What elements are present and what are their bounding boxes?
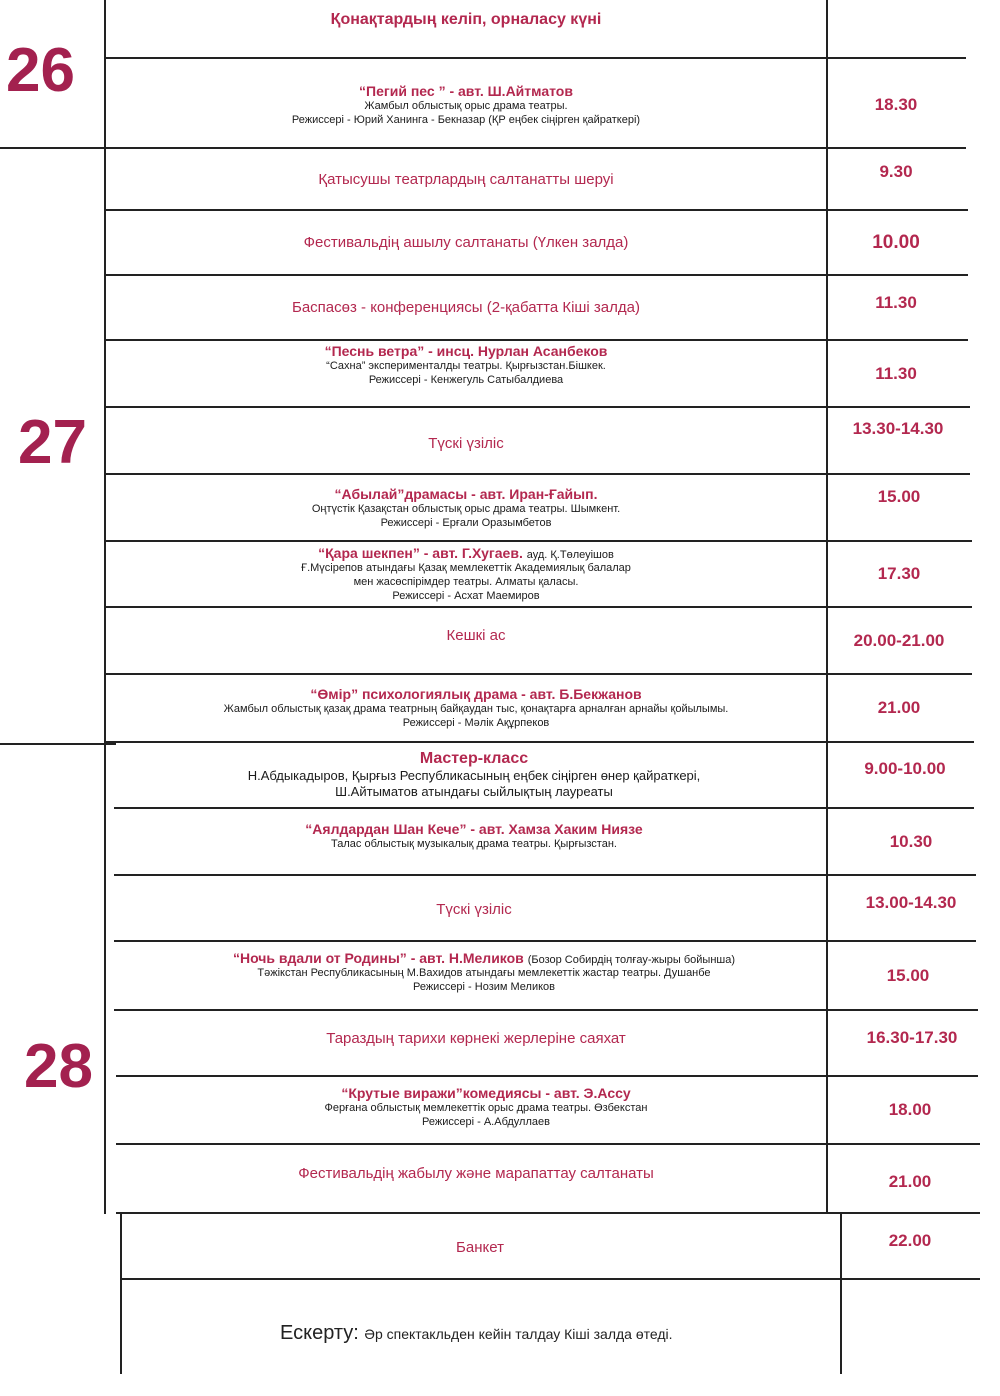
- schedule-row: [106, 149, 966, 209]
- schedule-row: [116, 1077, 980, 1143]
- event-time: 9.00-10.00: [864, 759, 946, 778]
- event-title: Баспасөз - конференциясы (2-қабатта Кіші залда): [292, 299, 640, 316]
- event-time: 18.00: [888, 1100, 932, 1119]
- schedule-row: [106, 408, 970, 473]
- schedule-row: [116, 1011, 978, 1075]
- event-detail: Режиссері - Асхат Маемиров: [392, 590, 540, 602]
- schedule-row: [116, 1145, 980, 1212]
- event-detail: Жамбыл облыстық орыс драма театры.: [364, 100, 568, 112]
- event-time: 15.00: [877, 486, 921, 506]
- event-detail: Ғ.Мүсірепов атындағы Қазақ мемлекеттік Академиялық балалар: [301, 562, 631, 574]
- schedule-row: [106, 475, 972, 540]
- footnote-label: Ескерту:: [280, 1322, 359, 1344]
- event-detail: Режиссері - Ерғали Оразымбетов: [380, 516, 552, 529]
- day-number: 26: [6, 36, 75, 105]
- event-detail: Ферғана облыстық мемлекеттік орыс драма театры. Өзбекстан: [324, 1102, 648, 1114]
- event-title-main: “Қара шекпен” - авт. Г.Хугаев.: [318, 545, 523, 561]
- event-title: Мастер-класс: [419, 750, 529, 767]
- day-separator: [0, 147, 106, 149]
- event-detail: Талас облыстық музыкалық драма театры. Қырғызстан.: [331, 838, 617, 850]
- event-time: 11.30: [875, 292, 917, 312]
- event-title: [233, 950, 735, 966]
- event-title-suffix: (Бозор Собирдің толғау-жыры бойынша): [527, 954, 736, 966]
- schedule-row: [106, 0, 966, 40]
- event-title: “Өмір” психологиялық драма - авт. Б.Бекжанов: [310, 686, 642, 702]
- event-time: 15.00: [886, 965, 930, 985]
- schedule-row: [114, 809, 976, 874]
- schedule-row: [106, 74, 966, 136]
- event-title: Кешкі ас: [446, 627, 506, 644]
- event-time: 21.00: [877, 698, 921, 717]
- event-title-main: “Ночь вдали от Родины” - авт. Н.Меликов: [232, 950, 524, 966]
- footnote-text: Әр спектакльден кейін талдау Кіші залда өтеді.: [364, 1326, 673, 1342]
- event-detail: Режиссері - Кенжегуль Сатыбалдиева: [368, 374, 564, 386]
- event-time: 13.00-14.30: [865, 893, 957, 912]
- event-time: 22.00: [888, 1231, 932, 1250]
- schedule-row: [120, 1214, 980, 1278]
- day-separator: [0, 743, 116, 745]
- event-title: Түскі үзіліс: [436, 900, 512, 918]
- event-title: Қатысушы театрлардың салтанатты шеруі: [318, 170, 614, 188]
- event-title: “Песнь ветра” - инсц. Нурлан Асанбеков: [324, 343, 608, 359]
- schedule-row: [114, 942, 978, 1009]
- event-time: 13.30-14.30: [852, 418, 944, 438]
- event-detail: Режиссері - Нозим Меликов: [412, 981, 556, 993]
- event-detail: Режиссері - Мәлік Ақұрпеков: [402, 717, 550, 729]
- event-time: 10.00: [872, 231, 920, 253]
- day-number: 27: [18, 408, 87, 477]
- event-detail: Н.Абдыкадыров, Қырғыз Республикасының еңбек сіңірген өнер қайраткері,: [247, 768, 701, 783]
- event-detail: Режиссері - А.Абдуллаев: [422, 1116, 550, 1128]
- event-time: 21.00: [888, 1171, 932, 1191]
- event-title: “Аялдардан Шан Кече” - авт. Хамза Хаким Ниязе: [305, 821, 643, 837]
- schedule-row: [106, 542, 972, 606]
- event-title: Қонақтардың келіп, орналасу күні: [330, 11, 602, 28]
- schedule-row: [106, 608, 972, 673]
- event-title-suffix: ауд. Қ.Төлеуішов: [526, 549, 614, 561]
- event-time: 11.30: [875, 363, 917, 383]
- footnote: [280, 1322, 673, 1345]
- event-title: Фестивальдің жабылу және марапаттау салтанаты: [298, 1165, 654, 1182]
- schedule-row: [106, 276, 966, 339]
- event-title: Түскі үзіліс: [428, 435, 504, 452]
- row-separator: [120, 1278, 980, 1280]
- event-time: 16.30-17.30: [866, 1028, 958, 1047]
- event-title: Тараздың тарихи көрнекі жерлеріне саяхат: [326, 1029, 626, 1047]
- event-detail: Режиссері - Юрий Ханинга - Бекназар (ҚР еңбек сіңірген қайраткері): [291, 114, 641, 126]
- event-time: 9.30: [879, 162, 913, 181]
- event-detail: Оңтүстік Қазақстан облыстық орыс драма театры. Шымкент.: [311, 502, 621, 515]
- event-time: 18.30: [874, 95, 918, 114]
- event-detail: Жамбыл облыстық қазақ драма театрның байқаудан тыс, қонақтарға арналған арнайы қойылымы.: [223, 703, 729, 715]
- schedule-row: [106, 675, 972, 741]
- schedule-row: [106, 211, 966, 274]
- event-time: 10.30: [889, 831, 933, 851]
- event-detail: Тәжікстан Республикасының М.Вахидов атындағы мемлекеттік жастар театры. Душанбе: [257, 967, 711, 979]
- event-title: “Крутые виражи”комедиясы - авт. Э.Ассу: [341, 1085, 631, 1101]
- event-title: [318, 545, 614, 561]
- event-time: 17.30: [877, 564, 921, 583]
- schedule-row: [114, 876, 976, 940]
- event-detail: мен жасөспірімдер театры. Алматы қаласы.: [353, 576, 579, 588]
- event-title: “Абылай”драмасы - авт. Иран-Ғайып.: [334, 485, 598, 502]
- day-number: 28: [24, 1032, 93, 1101]
- event-detail: “Сахна” эксперименталды театры. Қырғызстан.Бішкек.: [326, 360, 606, 372]
- event-title: Фестивальдің ашылу салтанаты (Үлкен залда): [303, 234, 629, 251]
- schedule-row: [106, 341, 966, 406]
- event-title: Банкет: [456, 1238, 504, 1256]
- schedule-row: [114, 743, 974, 807]
- row-separator: [104, 57, 966, 59]
- event-title: “Пегий пес ” - авт. Ш.Айтматов: [359, 83, 573, 99]
- event-time: 20.00-21.00: [853, 630, 945, 650]
- event-detail: Ш.Айтыматов атындағы сыйлықтың лауреаты: [335, 784, 613, 799]
